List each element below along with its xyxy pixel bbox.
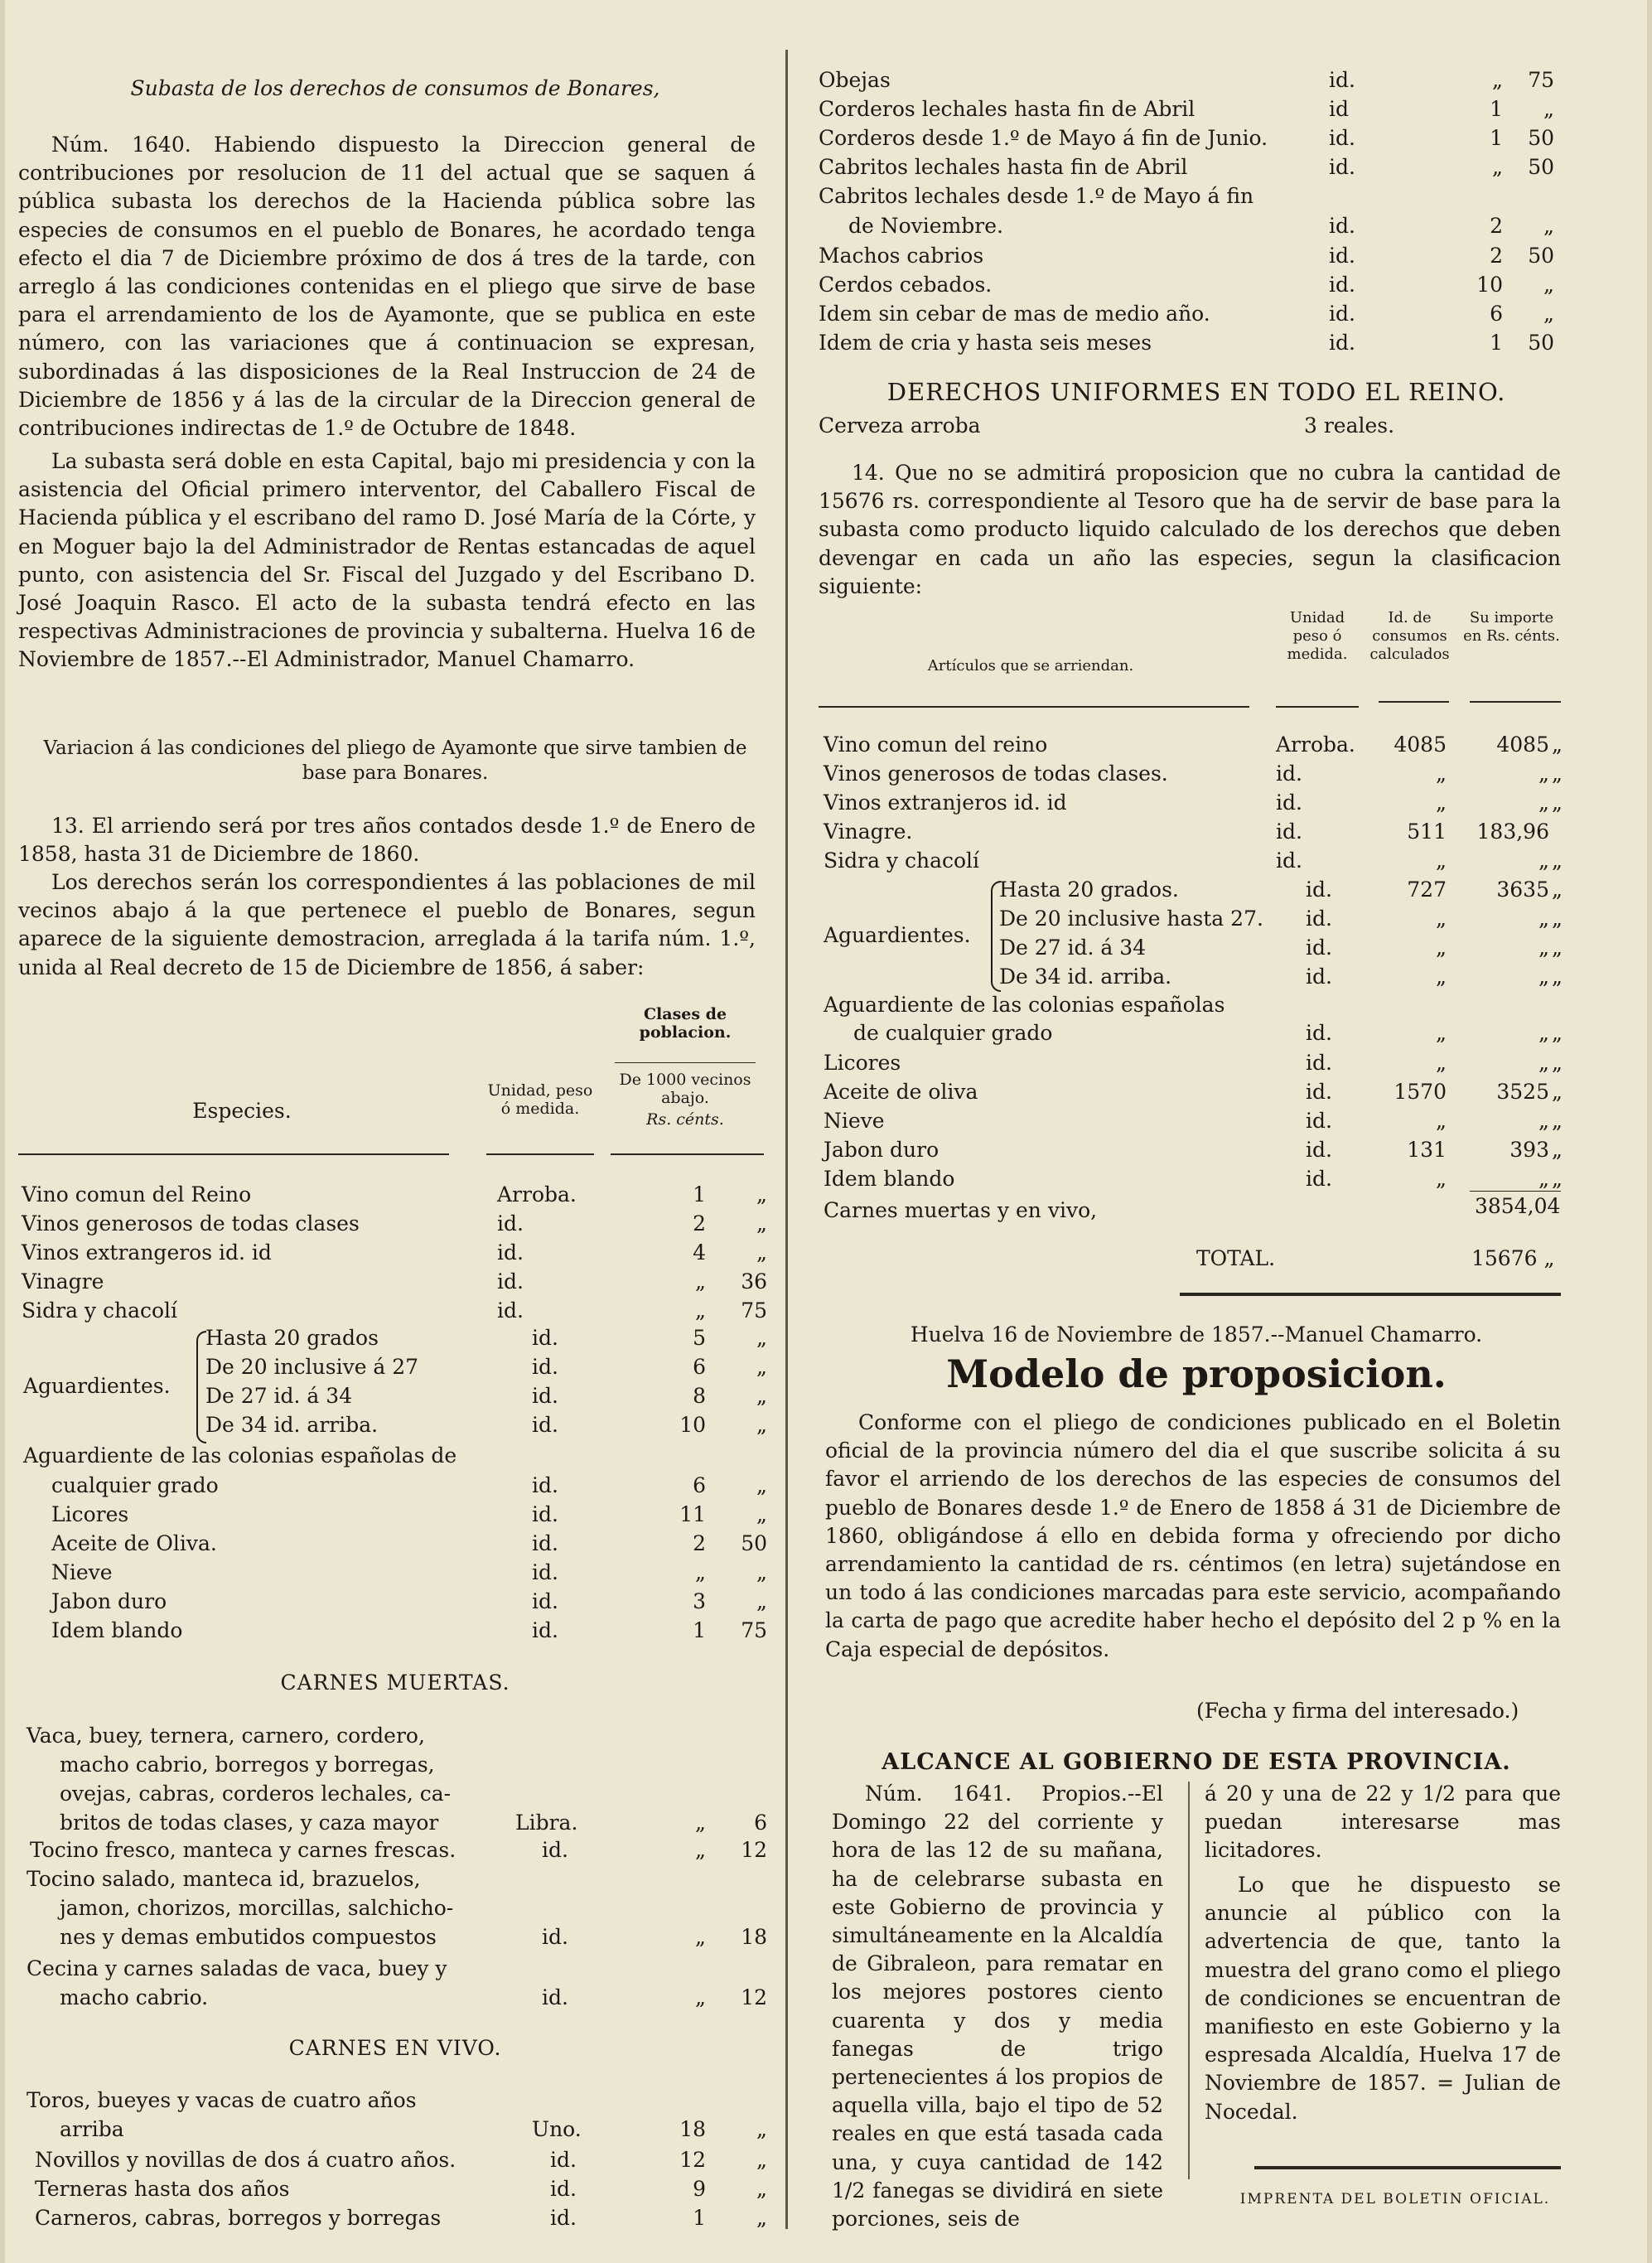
table-row — [815, 789, 1577, 817]
articulo-name: Vinagre. — [824, 820, 913, 844]
table-row — [815, 242, 1577, 270]
reales-cell: „ — [695, 1985, 706, 2009]
reales-cell: 1 — [1490, 126, 1503, 150]
importe-cell: „ — [1538, 762, 1549, 786]
table-row — [815, 95, 1577, 123]
reales-cell: 2 — [693, 1211, 706, 1235]
unidad-cell: id. — [542, 1985, 568, 2009]
unidad-cell: id. — [532, 1355, 558, 1379]
consumos-cell: 511 — [1407, 820, 1447, 844]
centimos-cell: 12 — [741, 1985, 767, 2009]
centimos-cell: „ — [756, 1240, 767, 1264]
unidad-cell: id. — [1306, 936, 1332, 960]
especie-name: Hasta 20 grados — [205, 1326, 379, 1350]
auction-title: Subasta de los derechos de consumos de Bonares, — [130, 76, 660, 100]
consumos-cell: „ — [1436, 791, 1447, 815]
table-row — [18, 2204, 772, 2232]
centimos-cell: „ — [1552, 791, 1563, 815]
reales-cell: „ — [695, 1269, 706, 1293]
unidad-cell: id. — [1276, 849, 1302, 873]
centimos-cell: „ — [1552, 1167, 1563, 1191]
especie-name: Terneras hasta dos años — [35, 2177, 290, 2201]
header-clases: Clases de poblacion. — [639, 1005, 732, 1042]
especie-name: Vinos generosos de todas clases — [22, 1211, 360, 1235]
centimos-cell: „ — [756, 1502, 767, 1526]
importe-cell: „ — [1538, 791, 1549, 815]
consumos-cell: „ — [1436, 762, 1447, 786]
importe-cell: „ — [1538, 1021, 1549, 1045]
centimos-cell: 18 — [741, 1925, 767, 1949]
table-row — [18, 1239, 772, 1267]
reales-cell: 12 — [679, 2148, 706, 2172]
table-row — [815, 153, 1577, 181]
centimos-cell: 75 — [1528, 68, 1554, 92]
unidad-cell: id. — [532, 1589, 558, 1613]
total-label: TOTAL. — [1196, 1246, 1276, 1270]
alcance-paragraph-3: Lo que he dispuesto se anuncie al público con la advertencia de que, tanto la muestra del grano como el pliego de condiciones se encuentran de manifiesto en este Gobierno y la espresada Alcaldía, Huelva 17 de Noviembre de 1857. = Julian de Nocedal. — [1205, 1873, 1561, 2124]
unidad-cell: id. — [532, 1531, 558, 1555]
table-row — [815, 1049, 1577, 1077]
centimos-cell: „ — [756, 1182, 767, 1206]
especie-name: britos de todas clases, y caza mayor — [60, 1811, 439, 1835]
especie-name: Tocino salado, manteca id, brazuelos, — [27, 1867, 421, 1891]
centimos-cell: 50 — [741, 1531, 767, 1555]
especie-name: de Noviembre. — [848, 214, 1003, 238]
centimos-cell: „ — [756, 1473, 767, 1497]
unidad-cell: id. — [532, 1473, 558, 1497]
unidad-cell: id. — [1329, 155, 1355, 179]
reales-cell: 9 — [693, 2177, 706, 2201]
table-row — [815, 1107, 1577, 1135]
paragraph-14: 14. Que no se admitirá proposicion que no cubra la cantidad de 15676 rs. correspondiente al Tesoro que ha de servir de base para la subasta como producto liquido calculado de los derechos que deben devengar en cada un año las especies, segun la clasificacion siguiente: — [819, 461, 1561, 598]
centimos-cell: 50 — [1528, 155, 1554, 179]
importe-cell: 3635 — [1496, 878, 1549, 902]
unidad-cell: id. — [550, 2148, 577, 2172]
centimos-cell: „ — [1552, 1138, 1563, 1162]
centimos-cell: „ — [1552, 1051, 1563, 1075]
table-row — [18, 1268, 772, 1296]
unidad-cell: id. — [1329, 68, 1355, 92]
centimos-cell: „ — [1543, 302, 1554, 326]
reales-cell: 1 — [693, 1618, 706, 1642]
importe-cell: 3525 — [1496, 1080, 1549, 1104]
unidad-cell: id. — [1306, 907, 1332, 931]
articulo-name: Idem blando — [824, 1167, 955, 1191]
imprenta-footer: IMPRENTA DEL BOLETIN OFICIAL. — [1239, 2191, 1551, 2207]
importe-cell: „ — [1538, 965, 1549, 989]
articulo-name: Hasta 20 grados. — [999, 878, 1179, 902]
especie-name: macho cabrio, borregos y borregas, — [60, 1753, 435, 1777]
importe-cell: 393 — [1510, 1138, 1549, 1162]
unidad-cell: id. — [532, 1384, 558, 1408]
especie-name: Cerdos cebados. — [819, 273, 993, 297]
reales-cell: 1 — [693, 2206, 706, 2230]
centimos-cell: 36 — [741, 1269, 767, 1293]
unidad-cell: id. — [542, 1838, 568, 1862]
paragraph-13: 13. El arriendo será por tres años contados desde 1.º de Enero de 1858, hasta 31 de Diciembre de 1860. — [18, 814, 756, 867]
importe-cell: „ — [1538, 849, 1549, 873]
importe-cell: 4085 — [1496, 733, 1549, 757]
unidad-cell: id. — [1306, 965, 1332, 989]
centimos-cell: „ — [756, 1211, 767, 1235]
carnes-vivo-heading: CARNES EN VIVO. — [288, 2036, 502, 2060]
column-divider — [785, 50, 788, 2229]
table-row — [815, 963, 1577, 991]
especie-name: ovejas, cabras, corderos lechales, ca- — [60, 1782, 452, 1806]
reales-cell: 1 — [693, 1182, 706, 1206]
articulo-name: Vinos generosos de todas clases. — [824, 762, 1168, 786]
cabritos-line-1: Cabritos lechales desde 1.º de Mayo á fin — [819, 184, 1254, 208]
especie-name: Toros, bueyes y vacas de cuatro años — [27, 2088, 417, 2112]
header-consumos: Id. de consumos calculados — [1369, 609, 1450, 663]
table-row — [18, 2087, 772, 2115]
centimos-cell: „ — [1552, 907, 1563, 931]
unidad-cell: id. — [1276, 820, 1302, 844]
centimos-cell: 6 — [754, 1811, 767, 1835]
articulo-name: Jabon duro — [824, 1138, 940, 1162]
aguardientes-label: Aguardientes. — [23, 1374, 171, 1398]
importe-cell: „ — [1538, 936, 1549, 960]
modelo-text: Conforme con el pliego de condiciones publicado en el Boletin oficial de la provincia número del dia el que suscribe solicita á su favor el arriendo de los derechos de las especies de consumos del pueblo de Bonares desde 1.º de Enero de 1858 á 31 de Diciembre de 1860, obligándose á ello en debida forma y ofreciendo por dicho arrendamiento la cantidad de rs. céntimos (en letra) sujetándose en un todo á las condiciones marcadas para este servicio, acompañando la carta de pago que acredite haber hecho el depósito del 2 p % en la Caja especial de depósitos. — [825, 1410, 1561, 1661]
especie-name: Licores — [51, 1502, 129, 1526]
consumos-cell: „ — [1436, 936, 1447, 960]
especie-name: Machos cabrios — [819, 244, 984, 268]
reales-cell: 5 — [693, 1326, 706, 1350]
especie-name: jamon, chorizos, morcillas, salchicho- — [60, 1896, 454, 1920]
consumos-cell: 4085 — [1394, 733, 1447, 757]
table-row — [18, 2175, 772, 2203]
especie-name: cualquier grado — [51, 1473, 219, 1497]
header-especies: Especies. — [192, 1099, 292, 1123]
especie-name: Carneros, cabras, borregos y borregas — [35, 2206, 442, 2230]
centimos-cell: „ — [756, 1589, 767, 1613]
importe-cell: „ — [1538, 1109, 1549, 1133]
centimos-cell: „ — [756, 1560, 767, 1584]
articulo-name: de cualquier grado — [853, 1021, 1053, 1045]
reales-cell: „ — [695, 1560, 706, 1584]
centimos-cell: „ — [756, 2177, 767, 2201]
centimos-cell: „ — [756, 2117, 767, 2141]
carnes-row-label: Carnes muertas y en vivo, — [824, 1198, 1098, 1222]
especie-name: De 34 id. arriba. — [205, 1413, 379, 1437]
especie-name: Nieve — [51, 1560, 113, 1584]
firma-chamarro: Huelva 16 de Noviembre de 1857.--Manuel Chamarro. — [910, 1323, 1483, 1347]
articulo-name: De 20 inclusive hasta 27. — [999, 907, 1263, 931]
consumos-cell: 1570 — [1394, 1080, 1447, 1104]
centimos-cell: „ — [756, 1384, 767, 1408]
unidad-cell: id. — [1329, 331, 1355, 355]
unidad-cell: id. — [1329, 244, 1355, 268]
header-articulos: Artículos que se arriendan. — [927, 657, 1134, 675]
unidad-cell: id — [1329, 97, 1349, 121]
especie-name: Corderos lechales hasta fin de Abril — [819, 97, 1196, 121]
total-value: 15676 „ — [1471, 1246, 1555, 1270]
especie-name: Cecina y carnes saladas de vaca, buey y — [27, 1956, 447, 1980]
colonias-line-1: Aguardiente de las colonias españolas de — [23, 1443, 457, 1468]
paragraph-derechos: Los derechos serán los correspondientes á las poblaciones de mil vecinos abajo á la que pertenece el pueblo de Bonares, segun aparece de la siguiente demostracion, arreglada á la tarifa núm. 1.º, unida al Real decreto de 15 de Diciembre de 1856, á saber: — [18, 870, 756, 979]
table-row — [815, 760, 1577, 788]
unidad-cell: id. — [1306, 1109, 1332, 1133]
centimos-cell: „ — [1552, 1021, 1563, 1045]
cerveza-value: 3 reales. — [1304, 413, 1395, 438]
reales-cell: 18 — [679, 2117, 706, 2141]
centimos-cell: „ — [1552, 733, 1563, 757]
centimos-cell: „ — [756, 2148, 767, 2172]
unidad-cell: Uno. — [532, 2117, 582, 2141]
consumos-cell: „ — [1436, 1109, 1447, 1133]
centimos-cell: „ — [1552, 1080, 1563, 1104]
table-row — [815, 124, 1577, 152]
table-row — [18, 1780, 772, 1808]
reales-cell: „ — [1492, 155, 1503, 179]
unidad-cell: id. — [1329, 302, 1355, 326]
unidad-cell: id. — [550, 2177, 577, 2201]
reales-cell: 10 — [679, 1413, 706, 1437]
reales-cell: 3 — [693, 1589, 706, 1613]
especie-name: Jabon duro — [51, 1589, 167, 1613]
table-row — [18, 1501, 772, 1529]
table-row — [18, 1472, 772, 1500]
alcance-paragraph-1: Núm. 1641. Propios.--El Domingo 22 del corriente y hora de las 12 de su mañana, ha de celebrarse subasta en este Gobierno de provincia y simultáneamente en la Alcaldía de Gibraleon, para rematar en los mejores postores ciento cuarenta y dos y media fanegas de trigo pertenecientes á los propios de aquella villa, bajo el tipo de 52 reales en que está tasada cada una, y cuya cantidad de 142 1/2 fanegas se dividirá en siete porciones, seis de — [832, 1782, 1163, 2232]
reales-cell: 6 — [1490, 302, 1503, 326]
especie-name: arriba — [60, 2117, 124, 2141]
unidad-cell: id. — [542, 1925, 568, 1949]
unidad-cell: id. — [497, 1240, 524, 1264]
aguardientes-label-right: Aguardientes. — [824, 923, 971, 947]
centimos-cell: „ — [1543, 214, 1554, 238]
modelo-heading: Modelo de proposicion. — [946, 1352, 1447, 1396]
unidad-cell: id. — [1306, 1021, 1332, 1045]
articulo-name: De 27 id. á 34 — [999, 936, 1147, 960]
table-row — [815, 271, 1577, 299]
table-row — [18, 1809, 772, 1837]
unidad-cell: id. — [497, 1211, 524, 1235]
header-unidad: Unidad, peso ó medida. — [487, 1081, 593, 1118]
articulo-name: De 34 id. arriba. — [999, 965, 1172, 989]
unidad-cell: id. — [532, 1560, 558, 1584]
unidad-cell: id. — [1276, 791, 1302, 815]
unidad-cell: Libra. — [515, 1811, 578, 1835]
importe-cell: „ — [1538, 907, 1549, 931]
reales-cell: „ — [695, 1838, 706, 1862]
table-row — [815, 300, 1577, 328]
table-row — [18, 1836, 772, 1864]
especie-name: Idem de cria y hasta seis meses — [819, 331, 1152, 355]
especie-name: Vino comun del Reino — [22, 1182, 252, 1206]
carnes-row-value: 3854,04 — [1475, 1194, 1561, 1218]
header-mil-vecinos: De 1000 vecinos abajo. — [619, 1071, 751, 1107]
table-row — [815, 847, 1577, 875]
unidad-cell: id. — [532, 1502, 558, 1526]
especie-name: macho cabrio. — [60, 1985, 209, 2009]
alcance-paragraph-2: á 20 y una de 22 y 1/2 para que puedan interesarse mas licitadores. — [1205, 1782, 1561, 1863]
unidad-cell: id. — [532, 1413, 558, 1437]
especie-name: Sidra y chacolí — [22, 1298, 178, 1323]
header-rs-cents: Rs. cénts. — [646, 1110, 724, 1129]
unidad-cell: id. — [1329, 126, 1355, 150]
table-row — [815, 1136, 1577, 1164]
unidad-cell: id. — [550, 2206, 577, 2230]
uniformes-heading: DERECHOS UNIFORMES EN TODO EL REINO. — [886, 378, 1506, 406]
centimos-cell: 50 — [1528, 331, 1554, 355]
centimos-cell: „ — [1552, 762, 1563, 786]
especie-name: Vaca, buey, ternera, carnero, cordero, — [27, 1724, 425, 1748]
centimos-cell: „ — [756, 1413, 767, 1437]
importe-cell: „ — [1538, 1167, 1549, 1191]
importe-cell: 183,96 — [1476, 820, 1549, 844]
table-row — [815, 1165, 1577, 1193]
colonias-right-line-1: Aguardiente de las colonias españolas — [824, 993, 1225, 1017]
reales-cell: 2 — [1490, 244, 1503, 268]
carnes-muertas-heading: CARNES MUERTAS. — [280, 1671, 510, 1695]
table-row — [18, 1923, 772, 1951]
unidad-cell: id. — [1306, 878, 1332, 902]
especie-name: Vinagre — [22, 1269, 104, 1293]
especie-name: Cabritos lechales hasta fin de Abril — [819, 155, 1188, 179]
centimos-cell: 75 — [741, 1618, 767, 1642]
unidad-cell: id. — [1276, 762, 1302, 786]
articulo-name: Nieve — [824, 1109, 885, 1133]
especie-name: De 27 id. á 34 — [205, 1384, 353, 1408]
paragraph-subasta: La subasta será doble en esta Capital, bajo mi presidencia y con la asistencia del Oficial primero interventor, del Caballero Fiscal de Hacienda pública y el escribano del ramo D. José María de la Córte, y en Moguer bajo la del Administrador de Rentas estancadas de aquel punto, con asistencia del Sr. Fiscal del Juzgado y del Escribano D. José Joaquin Rasco. El acto de la subasta tendrá efecto en las respectivas Administraciones de provincia y subalterna. Huelva 16 de Noviembre de 1857.--El Administrador, Manuel Chamarro. — [18, 449, 756, 672]
table-row — [18, 1210, 772, 1238]
importe-cell: „ — [1538, 1051, 1549, 1075]
consumos-cell: 131 — [1407, 1138, 1447, 1162]
table-row — [18, 1324, 772, 1352]
table-row — [18, 1955, 772, 1983]
reales-cell: 11 — [679, 1502, 706, 1526]
centimos-cell: 50 — [1528, 244, 1554, 268]
centimos-cell: „ — [756, 2206, 767, 2230]
articulo-name: Vino comun del reino — [824, 733, 1048, 757]
unidad-cell: id. — [532, 1618, 558, 1642]
centimos-cell: „ — [1552, 1109, 1563, 1133]
unidad-cell: id. — [497, 1269, 524, 1293]
unidad-cell: id. — [1329, 273, 1355, 297]
articulo-name: Vinos extranjeros id. id — [824, 791, 1067, 815]
especie-name: Vinos extrangeros id. id — [22, 1240, 272, 1264]
table-row — [815, 818, 1577, 846]
especie-name: Idem sin cebar de mas de medio año. — [819, 302, 1210, 326]
table-row — [18, 1411, 772, 1439]
centimos-cell: „ — [1552, 878, 1563, 902]
paragraph-1640: Núm. 1640. Habiendo dispuesto la Direccion general de contribuciones por resolucion de 11 del actual que se saquen á pública subasta los derechos de la Hacienda pública sobre las especies de consumos en el pueblo de Bonares, he acordado tenga efecto el dia 7 de Diciembre próximo de dos á tres de la tarde, con arreglo á las condiciones contenidas en el pliego que sirve de base para el arrendamiento de los de Ayamonte, que se publica en este número, con las variaciones que á continuacion se expresan, subordinadas á las disposiciones de la Real Instruccion de 24 de Diciembre de 1856 y á las de la circular de la Direccion general de contribuciones indirectas de 1.º de Octubre de 1848. — [18, 133, 756, 441]
table-row — [18, 2146, 772, 2174]
consumos-cell: „ — [1436, 965, 1447, 989]
table-row — [18, 1588, 772, 1616]
unidad-cell: id. — [1306, 1138, 1332, 1162]
unidad-cell: id. — [532, 1326, 558, 1350]
consumos-cell: „ — [1436, 907, 1447, 931]
centimos-cell: 75 — [741, 1298, 767, 1323]
especie-name: Obejas — [819, 68, 891, 92]
consumos-cell: „ — [1436, 1021, 1447, 1045]
centimos-cell: 12 — [741, 1838, 767, 1862]
reales-cell: „ — [1492, 68, 1503, 92]
consumos-cell: „ — [1436, 1051, 1447, 1075]
centimos-cell: „ — [1552, 965, 1563, 989]
alcance-heading: ALCANCE AL GOBIERNO DE ESTA PROVINCIA. — [882, 1749, 1511, 1775]
reales-cell: 1 — [1490, 331, 1503, 355]
reales-cell: 8 — [693, 1384, 706, 1408]
table-row — [18, 1894, 772, 1922]
especie-name: Idem blando — [51, 1618, 183, 1642]
table-row — [18, 1722, 772, 1750]
header-unidad-right: Unidad peso ó medida. — [1287, 609, 1348, 663]
fecha-firma: (Fecha y firma del interesado.) — [1196, 1699, 1519, 1723]
reales-cell: 10 — [1476, 273, 1503, 297]
table-row — [815, 1019, 1577, 1047]
especie-name: De 20 inclusive á 27 — [205, 1355, 419, 1379]
reales-cell: „ — [695, 1298, 706, 1323]
reales-cell: „ — [695, 1925, 706, 1949]
reales-cell: 6 — [693, 1473, 706, 1497]
table-row — [815, 1078, 1577, 1106]
articulo-name: Sidra y chacolí — [824, 849, 980, 873]
especie-name: Corderos desde 1.º de Mayo á fin de Junio. — [819, 126, 1268, 150]
table-row — [18, 1865, 772, 1893]
reales-cell: „ — [695, 1811, 706, 1835]
table-row — [18, 1617, 772, 1645]
reales-cell: 2 — [693, 1531, 706, 1555]
especie-name: nes y demas embutidos compuestos — [60, 1925, 437, 1949]
articulo-name: Aceite de oliva — [824, 1080, 978, 1104]
unidad-cell: Arroba. — [1276, 733, 1355, 757]
table-row — [815, 66, 1577, 94]
table-row — [815, 876, 1577, 904]
centimos-cell: „ — [756, 1355, 767, 1379]
header-importe: Su importe en Rs. cénts. — [1463, 609, 1560, 645]
reales-cell: 6 — [693, 1355, 706, 1379]
table-row — [18, 1181, 772, 1209]
reales-cell: 1 — [1490, 97, 1503, 121]
centimos-cell: „ — [1543, 97, 1554, 121]
centimos-cell: 50 — [1528, 126, 1554, 150]
unidad-cell: id. — [1306, 1051, 1332, 1075]
especie-name: Aceite de Oliva. — [51, 1531, 217, 1555]
centimos-cell: „ — [1552, 936, 1563, 960]
table-row — [18, 1559, 772, 1587]
cerveza-label: Cerveza arroba — [819, 413, 981, 438]
unidad-cell: id. — [1306, 1167, 1332, 1191]
table-row — [815, 212, 1577, 240]
table-row — [815, 329, 1577, 357]
unidad-cell: id. — [1306, 1080, 1332, 1104]
centimos-cell: „ — [1552, 849, 1563, 873]
table-row — [18, 1530, 772, 1558]
centimos-cell: „ — [1543, 273, 1554, 297]
variacion-heading: Variacion á las condiciones del pliego de Ayamonte que sirve tambien de base para Bonares. — [43, 737, 747, 784]
table-row — [18, 2116, 772, 2144]
unidad-cell: id. — [497, 1298, 524, 1323]
table-row — [18, 1984, 772, 2012]
reales-cell: 4 — [693, 1240, 706, 1264]
unidad-cell: id. — [1329, 214, 1355, 238]
centimos-cell: „ — [756, 1326, 767, 1350]
unidad-cell: Arroba. — [497, 1182, 577, 1206]
table-row — [18, 1751, 772, 1779]
articulo-name: Licores — [824, 1051, 901, 1075]
consumos-cell: 727 — [1407, 878, 1447, 902]
consumos-cell: „ — [1436, 1167, 1447, 1191]
table-row — [815, 731, 1577, 759]
table-row — [18, 1297, 772, 1325]
especie-name: Novillos y novillas de dos á cuatro años. — [35, 2148, 456, 2172]
especie-name: Tocino fresco, manteca y carnes frescas. — [30, 1838, 456, 1862]
reales-cell: 2 — [1490, 214, 1503, 238]
consumos-cell: „ — [1436, 849, 1447, 873]
